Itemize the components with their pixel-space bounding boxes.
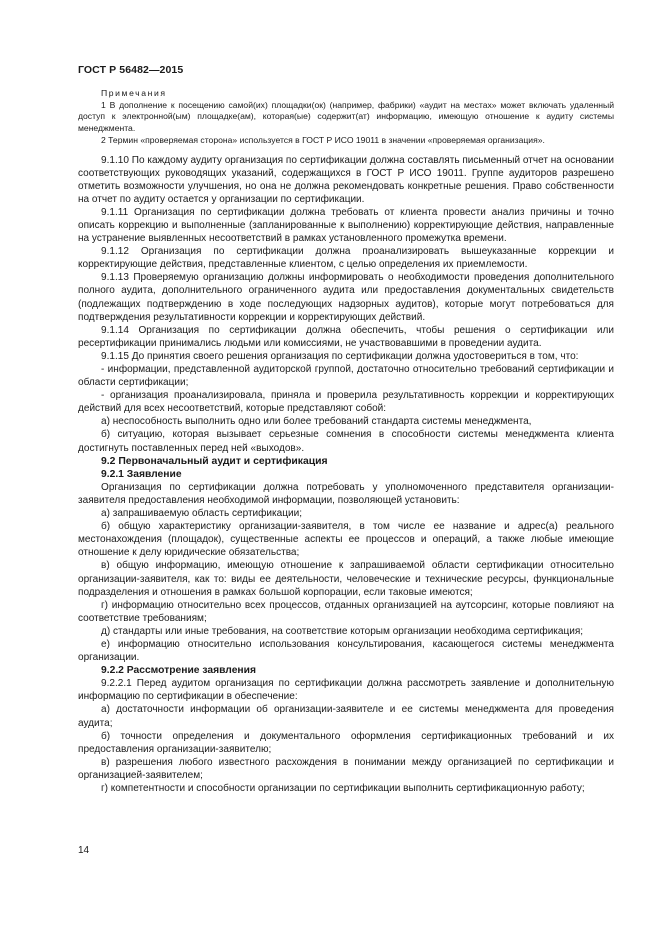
clause-9-1-14: 9.1.14 Организация по сертификации должна обеспечить, чтобы решения о сертификации или ресертификации принимались людьми или комиссиями, не участвовавшими в проведении аудита. — [78, 324, 614, 349]
list-item: а) неспособность выполнить одно или более требований стандарта системы менеджмента, — [101, 416, 532, 428]
subsection-heading: 9.2.2 Рассмотрение заявления — [101, 665, 256, 677]
note-item: 2 Термин «проверяемая сторона» используется в ГОСТ Р ИСО 19011 в значении «проверяемая организация». — [101, 134, 545, 145]
page-number: 14 — [78, 845, 90, 856]
list-item: г) информацию относительно всех процессов, отданных организацией на аутсорсинг, которые повлияют на соответствие требованиям; — [78, 599, 614, 624]
list-item: б) общую характеристику организации-заявителя, в том числе ее название и адрес(а) реального местонахождения (площадок), существенные аспекты ее процессов и операций, а также любые имеющие отношение к делу юридические обязательства; — [78, 521, 614, 559]
clause-9-1-11: 9.1.11 Организация по сертификации должна требовать от клиента провести анализ причины и точно описать коррекцию и выполненные (запланированные к выполнению) корректирующие действия, направленные на устранение выявленных несоответствий в рамках установленного промежутка времени. — [78, 206, 614, 245]
clause-9-1-13: 9.1.13 Проверяемую организацию должны информировать о необходимости проведения дополнительного полного аудита, дополнительного ограниченного аудита или предоставления документальных свидетельств (подлежащих подтверждению в ходе последующих надзорных аудитов), которые могут потребоваться для подтверждения результативности коррекции и корректирующих действий. — [78, 272, 614, 323]
subsection-heading: 9.2.1 Заявление — [101, 468, 182, 480]
section-heading: 9.2 Первоначальный аудит и сертификация — [101, 455, 328, 467]
list-item: - организация проанализировала, приняла и проверила результативность коррекции и корректирующих действий для всех несоответствий, которые представляют собой: — [78, 390, 614, 415]
list-item: д) стандарты или иные требования, на соответствие которым организации необходима сертификация; — [101, 625, 584, 637]
list-item: в) разрешения любого известного расхождения в понимании между организацией по сертификации и организацией-заявителем; — [78, 756, 614, 781]
list-item: а) достаточности информации об организации-заявителе и ее системы менеджмента для проведения аудита; — [78, 704, 614, 729]
clause-9-1-10: 9.1.10 По каждому аудиту организация по сертификации должна составлять письменный отчет на основании соответствующих руководящих указаний, содержащихся в ГОСТ Р ИСО 19011. Группе аудиторов разрешено отметить возможности улучшения, но она не должна рекомендовать конкретные решения. Право собственности на отчет по аудиту остается у организации по сертификации. — [78, 154, 614, 205]
list-item: е) информацию относительно использования консультирования, касающегося системы менеджмента организации. — [78, 638, 614, 664]
list-item: г) компетентности и способности организации по сертификации выполнить сертификационную работу; — [101, 783, 585, 795]
list-item: а) запрашиваемую область сертификации; — [101, 508, 303, 520]
clause-9-1-12: 9.1.12 Организация по сертификации должна проанализировать вышеуказанные коррекции и корректирующие действия, представленные клиентом, с целью определения их приемлемости. — [78, 246, 614, 271]
note-item: 1 В дополнение к посещению самой(их) площадки(ок) (например, фабрики) «аудит на местах» может включать удаленный доступ к электронной(ым) площадке(ам), которая(ые) содержит(ат) информацию, имеющую отношение к аудиту системы менеджмента. — [78, 99, 614, 134]
list-item: в) общую информацию, имеющую отношение к запрашиваемой области сертификации относительно организации-заявителя, как то: виды ее деятельности, человеческие и технические ресурсы, функциональные подразделения и отношения в рамках большой корпорации, если таковые имеются; — [78, 560, 614, 598]
notes-title: Примечания — [101, 88, 167, 98]
list-item: б) ситуацию, которая вызывает серьезные сомнения в способности системы менеджмента клиента достигнуть поставленных перед ней «выходов». — [78, 429, 614, 454]
page-header: ГОСТ Р 56482—2015 — [78, 64, 184, 76]
notes-block — [78, 88, 614, 147]
list-item: б) точности определения и документального оформления сертификационных требований и их предоставления организации-заявителю; — [78, 730, 614, 755]
clause-9-1-15: 9.1.15 До принятия своего решения организация по сертификации должна удостовериться в том, что: — [101, 350, 579, 362]
clause-9-2-2-1: 9.2.2.1 Перед аудитом организация по сертификации должна рассмотреть заявление и дополнительную информацию по сертификации в обеспечение: — [78, 678, 614, 703]
page-content — [78, 88, 614, 795]
paragraph: Организация по сертификации должна потребовать у уполномоченного представителя организации-заявителя предоставления необходимой информации, позволяющей установить: — [78, 481, 614, 506]
list-item: - информации, представленной аудиторской группой, достаточно относительно требований сертификации и области сертификации; — [78, 364, 614, 389]
